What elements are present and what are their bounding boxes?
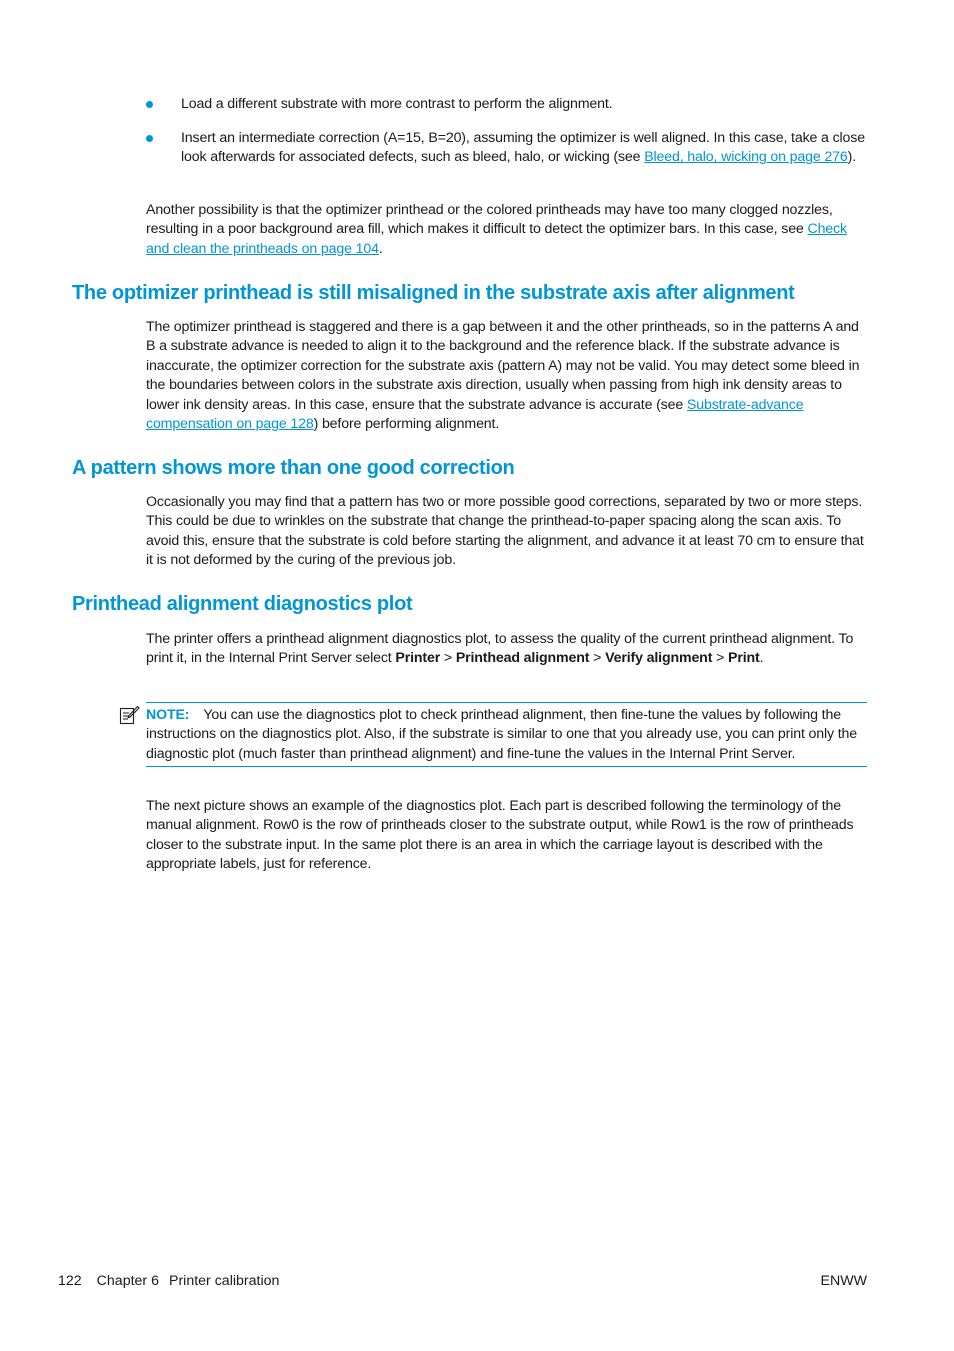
paragraph-text-after: . [378, 240, 383, 257]
chapter-label: Chapter 6 [96, 1273, 159, 1289]
paragraph-optimizer-misaligned [146, 318, 868, 434]
heading-optimizer-misaligned: The optimizer printhead is still misaligned in the substrate axis after alignment [72, 282, 795, 304]
paragraph-text-after: ) before performing alignment. [313, 416, 500, 433]
paragraph-text-before: Another possibility is that the optimizer printhead or the colored printheads may have too many clogged nozzles, resulting in a poor background area fill, which makes it difficult to detect the optimizer bars. In this case, see [146, 202, 833, 238]
paragraph-diagnostics-description: The next picture shows an example of the diagnostics plot. Each part is described following the terminology of the manual alignment. Row0 is the row of printheads closer to the substrate output, while Row1 is the row of printheads closer to the substrate input. In the same plot there is an area in which the carriage layout is described with the appropriate labels, just for reference. [146, 798, 854, 873]
bullet-dot-icon [146, 101, 153, 108]
bullet-dot-icon [146, 135, 153, 142]
link-substrate-advance-compensation[interactable]: Substrate-advance compensation on page 128 [146, 396, 804, 433]
note-box [146, 702, 867, 767]
page-footer-right: ENWW [820, 1273, 867, 1289]
menu-separator: > [589, 650, 606, 667]
paragraph-text-before: The printer offers a printhead alignment diagnostics plot, to assess the quality of the current printhead alignment. To print it, in the Internal Print Server select [146, 631, 854, 667]
paragraph-diagnostics-intro [146, 630, 868, 669]
heading-multiple-good-corrections: A pattern shows more than one good correction [72, 457, 515, 479]
bullet-text: Load a different substrate with more contrast to perform the alignment. [181, 96, 613, 112]
bullet-item [146, 95, 868, 114]
paragraph-text-before: The optimizer printhead is staggered and there is a gap between it and the other printheads, so in the patterns A and B a substrate advance is needed to align it to the background and the reference black. If the substrate advance is inaccurate, the optimizer correction for the substrate axis (pattern A) may not be valid. You may detect some bleed in the boundaries between colors in the substrate axis direction, usually when passing from high ink density areas to lower ink density areas. In this case, ensure that the substrate advance is accurate (see [146, 319, 860, 413]
menu-separator: > [712, 650, 729, 667]
paragraph-clogged-nozzles [146, 201, 868, 259]
heading-diagnostics-plot: Printhead alignment diagnostics plot [72, 593, 413, 615]
link-check-clean-printheads[interactable]: Check and clean the printheads on page 104 [146, 221, 847, 257]
paragraph-text-after: . [759, 650, 764, 667]
menu-separator: > [440, 650, 456, 667]
bullet-text-after: ). [847, 149, 856, 166]
chapter-title: Printer calibration [168, 1273, 280, 1289]
menu-printer: Printer [395, 650, 441, 667]
note-text: You can use the diagnostics plot to check printhead alignment, then fine-tune the values by following the instructions on the diagnostics plot. Also, if the substrate is similar to one that you already use, you can print only the diagnostic plot (much faster than printhead alignment) and fine-tune the values in the Internal Print Server. [146, 707, 858, 762]
menu-verify-alignment: Verify alignment [605, 650, 713, 667]
bullet-item [146, 129, 868, 168]
note-pencil-icon [118, 705, 140, 725]
page-footer-left [58, 1272, 279, 1291]
link-bleed-halo-wicking[interactable]: Bleed, halo, wicking on page 276 [644, 149, 848, 166]
page-number: 122 [58, 1273, 82, 1289]
paragraph-multiple-good-corrections: Occasionally you may find that a pattern has two or more possible good corrections, separated by two or more steps. This could be due to wrinkles on the substrate that change the printhead-to-paper spacing along the scan axis. To avoid this, ensure that the substrate is cold before starting the alignment, and advance it at least 70 cm to ensure that it is not deformed by the curing of the previous job. [146, 494, 864, 569]
menu-print: Print [728, 650, 760, 667]
note-label: NOTE: [146, 707, 190, 723]
bullet-text-before: Insert an intermediate correction (A=15, B=20), assuming the optimizer is well aligned. In this case, take a close look afterwards for associated defects, such as bleed, halo, or wicking (see [181, 130, 865, 166]
bullet-text [181, 129, 868, 168]
menu-printhead-alignment: Printhead alignment [455, 650, 590, 667]
